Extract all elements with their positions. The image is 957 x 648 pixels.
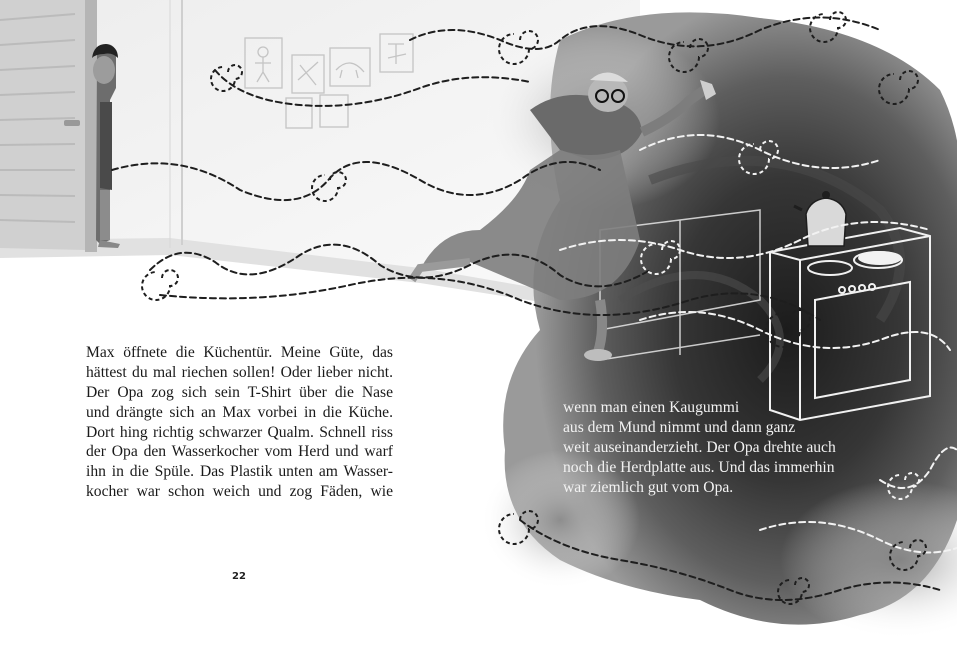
text-line: Der Opa zog sich sein T-Shirt über die Nase xyxy=(86,383,393,401)
text-line: und drängte sich an Max vorbei in die Küche. xyxy=(86,403,393,421)
page-number: 22 xyxy=(232,571,246,582)
text-line: wenn man einen Kaugummi xyxy=(563,399,740,416)
text-line: hättest du mal riechen sollen! Oder lieber nicht. xyxy=(86,363,393,381)
left-column-text xyxy=(86,343,393,502)
right-column-text xyxy=(563,398,883,497)
text-line: noch die Herdplatte aus. Und das immerhin xyxy=(563,458,835,476)
open-door xyxy=(0,0,97,252)
text-line: ihn in die Spüle. Das Plastik unten am Wasser- xyxy=(86,463,393,481)
text-line: aus dem Mund nimmt und dann ganz xyxy=(563,418,796,436)
text-line: war ziemlich gut vom Opa. xyxy=(563,478,734,496)
text-line: der Opa den Wasserkocher vom Herd und warf xyxy=(86,443,393,461)
text-line: kocher war schon weich und zog Fäden, wie xyxy=(86,483,393,501)
text-line: Dort hing richtig schwarzer Qualm. Schnell riss xyxy=(86,423,393,441)
text-line: weit auseinanderzieht. Der Opa drehte auch xyxy=(563,438,836,456)
text-line: Max öffnete die Küchentür. Meine Güte, das xyxy=(86,344,393,361)
